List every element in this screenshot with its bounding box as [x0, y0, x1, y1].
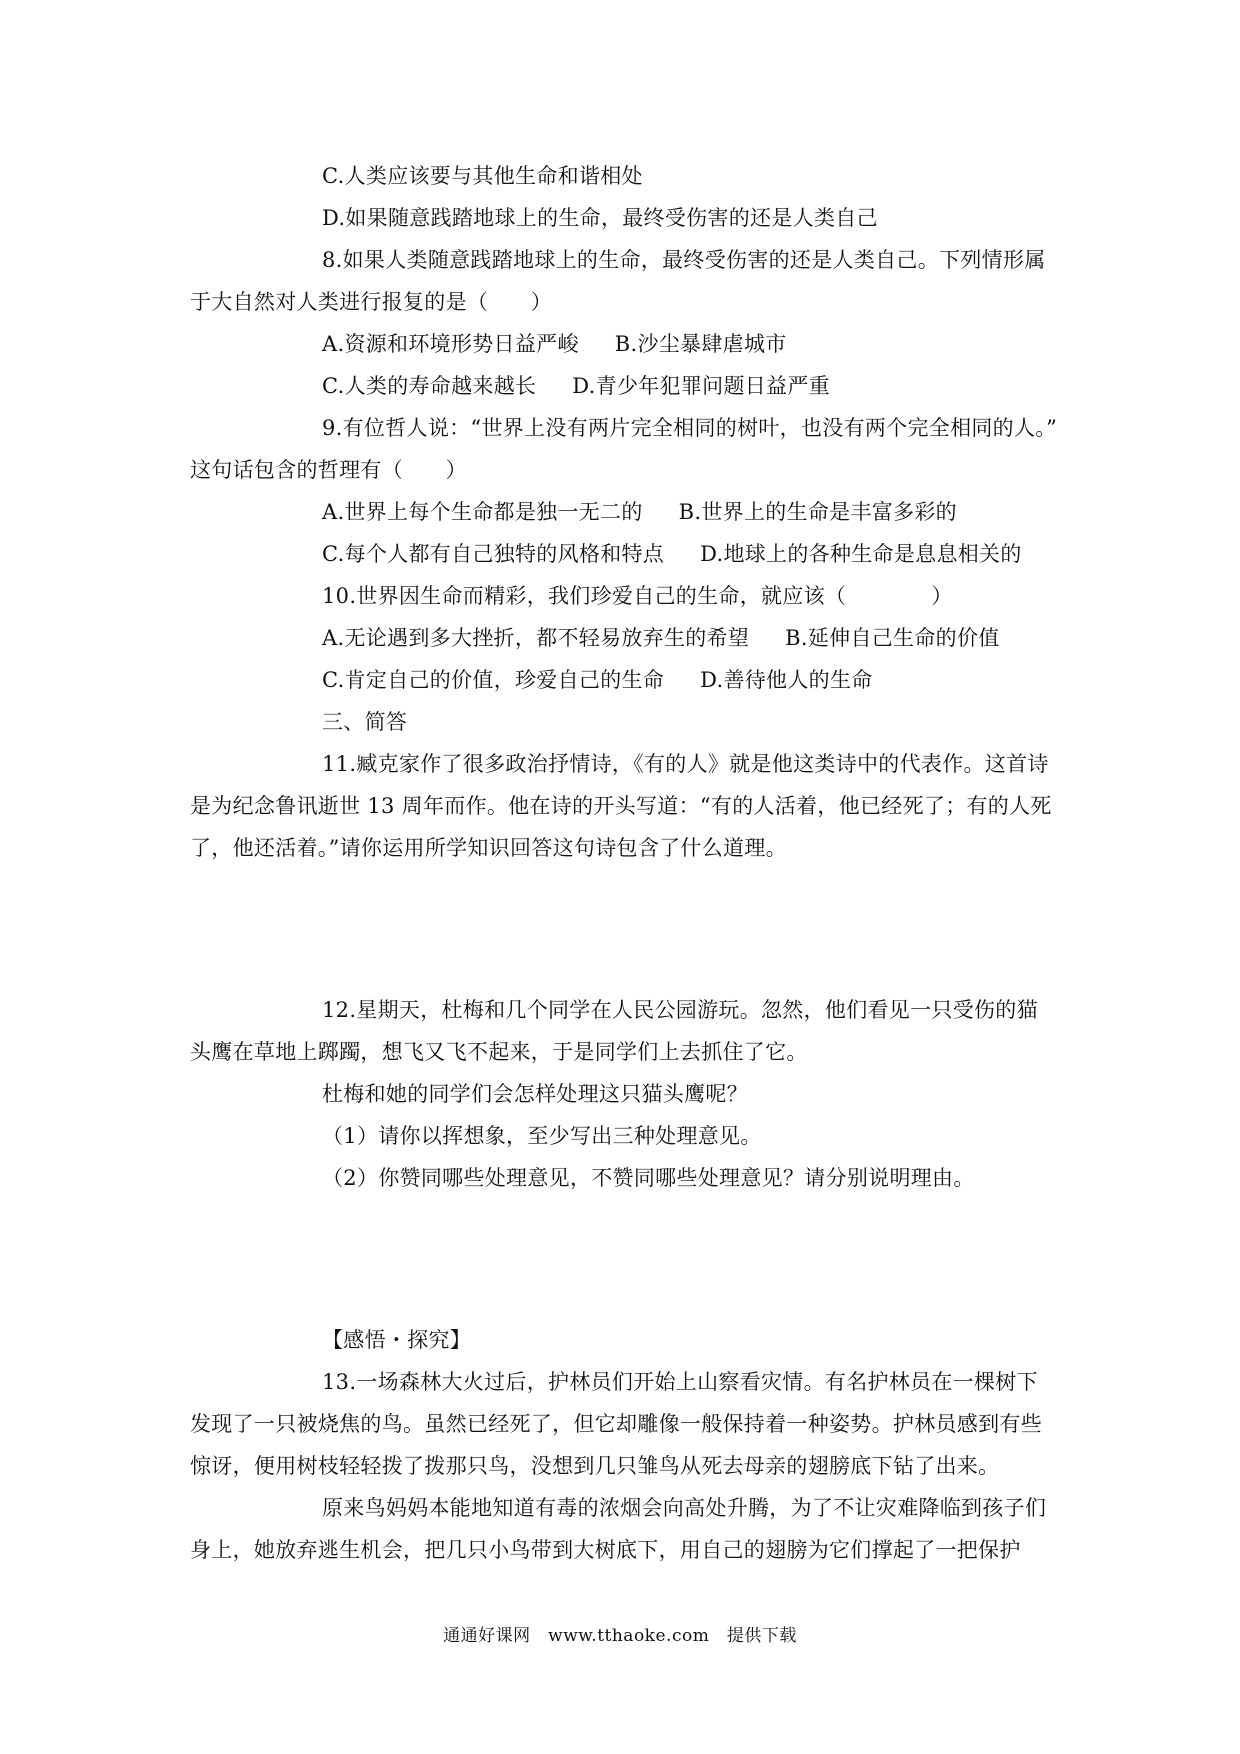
option-c: C.每个人都有自己独特的风格和特点 [322, 542, 665, 566]
option-d: D.地球上的各种生命是息息相关的 [700, 542, 1022, 566]
question-11-line-1: 11.臧克家作了很多政治抒情诗，《有的人》就是他这类诗中的代表作。这首诗 [322, 752, 1049, 776]
question-12-line-1: 12.星期天，杜梅和几个同学在人民公园游玩。忽然，他们看见一只受伤的猫 [322, 998, 1038, 1022]
page-footer: 通通好课网 www.tthaoke.com 提供下载 [443, 1626, 797, 1646]
option-a: A.无论遇到多大挫折，都不轻易放弃生的希望 [322, 626, 750, 650]
question-9-line-2: 这句话包含的哲理有（ ） [190, 458, 467, 482]
option-text: D.如果随意践踏地球上的生命，最终受伤害的还是人类自己 [322, 206, 878, 230]
question-13-line-2: 发现了一只被烧焦的鸟。虽然已经死了，但它却雕像一般保持着一种姿势。护林员感到有些 [190, 1412, 1042, 1436]
question-8-line-2: 于大自然对人类进行报复的是（ ） [190, 290, 553, 314]
option-c: C.人类的寿命越来越长 [322, 374, 537, 398]
option-c: C.肯定自己的价值，珍爱自己的生命 [322, 668, 665, 692]
question-12-sub-1: （1）请你以挥想象，至少写出三种处理意见。 [322, 1124, 762, 1148]
question-10: 10.世界因生命而精彩，我们珍爱自己的生命，就应该（ ） [322, 584, 953, 608]
question-8-line-1: 8.如果人类随意践踏地球上的生命，最终受伤害的还是人类自己。下列情形属 [322, 248, 1046, 272]
section-heading: 三、简答 [322, 710, 408, 734]
question-10-options-ab [322, 623, 1000, 653]
question-12-line-3: 杜梅和她的同学们会怎样处理这只猫头鹰呢？ [322, 1082, 748, 1106]
option-b: B.沙尘暴肆虐城市 [614, 332, 787, 356]
option-d: D.善待他人的生命 [700, 668, 873, 692]
question-13-line-5: 身上，她放弃逃生机会，把几只小鸟带到大树底下，用自己的翅膀为它们撑起了一把保护 [190, 1538, 1021, 1562]
question-12-line-2: 头鹰在草地上踯躅，想飞又飞不起来，于是同学们上去抓住了它。 [190, 1040, 808, 1064]
question-13-line-3: 惊讶，便用树枝轻轻拨了拨那只鸟，没想到几只雏鸟从死去母亲的翅膀底下钻了出来。 [190, 1454, 1000, 1478]
question-13-line-4: 原来鸟妈妈本能地知道有毒的浓烟会向高处升腾，为了不让灾难降临到孩子们 [322, 1496, 1047, 1520]
option-b: B.延伸自己生命的价值 [785, 626, 1000, 650]
question-9-line-1: 9.有位哲人说：“世界上没有两片完全相同的树叶，也没有两个完全相同的人。” [322, 416, 1058, 440]
question-10-options-cd [322, 665, 873, 695]
option-b: B.世界上的生命是丰富多彩的 [678, 500, 957, 524]
question-8-options-cd [322, 371, 830, 401]
question-9-options-cd [322, 539, 1022, 569]
question-11-line-2: 是为纪念鲁讯逝世 13 周年而作。他在诗的开头写道：“有的人活着，他已经死了；有的人死 [190, 794, 1052, 818]
option-d: D.青少年犯罪问题日益严重 [572, 374, 830, 398]
option-text: C.人类应该要与其他生命和谐相处 [322, 164, 643, 188]
question-12-sub-2: （2）你赞同哪些处理意见，不赞同哪些处理意见？请分别说明理由。 [322, 1166, 975, 1190]
section-heading: 【感悟・探究】 [322, 1328, 472, 1352]
question-9-options-ab [322, 497, 957, 527]
question-8-options-ab [322, 329, 787, 359]
option-a: A.世界上每个生命都是独一无二的 [322, 500, 643, 524]
option-a: A.资源和环境形势日益严峻 [322, 332, 579, 356]
question-11-line-3: 了，他还活着。”请你运用所学知识回答这句诗包含了什么道理。 [190, 836, 787, 860]
question-13-line-1: 13.一场森林大火过后，护林员们开始上山察看灾情。有名护林员在一棵树下 [322, 1370, 1038, 1394]
